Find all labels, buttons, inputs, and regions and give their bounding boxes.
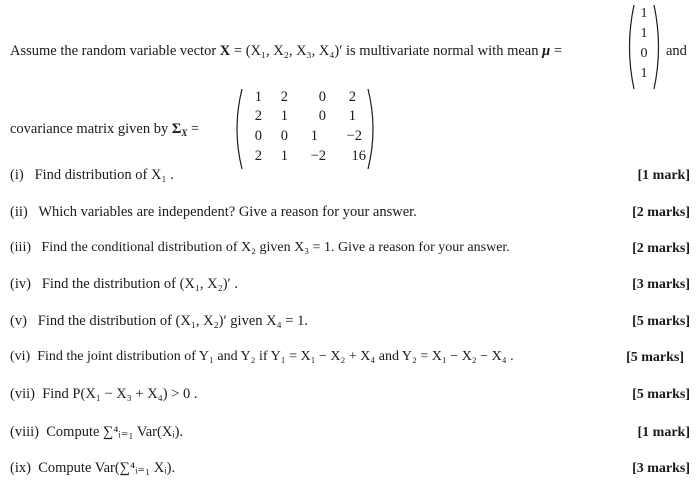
question-text: Find P(X₁ − X₃ + X₄) > 0 .: [42, 386, 198, 402]
mean-entry: 1: [640, 26, 648, 41]
question-item: [10, 424, 183, 441]
intro-line-2: [10, 121, 199, 138]
question-number: (iv): [10, 276, 31, 292]
matrix-cell: 1: [254, 89, 262, 105]
question-number: (viii): [10, 424, 39, 440]
question-number: (v): [10, 313, 27, 329]
matrix-cell: 1: [310, 128, 318, 144]
question-text: Compute ∑⁴ᵢ₌₁ Var(Xᵢ).: [46, 424, 184, 440]
mean-vector: [624, 3, 664, 91]
question-number: (vii): [10, 386, 35, 402]
question-number: (ii): [10, 204, 28, 220]
question-item: [10, 386, 198, 403]
question-marks: [5 marks]: [632, 387, 690, 402]
matrix-cell: 0: [318, 108, 326, 124]
vector-definition: = (X₁, X₂, X₃, X₄)′ is multivariate normal with mean: [233, 43, 539, 59]
question-marks: [2 marks]: [632, 241, 690, 256]
matrix-cell: 16: [351, 148, 366, 164]
question-number: (i): [10, 167, 24, 183]
intro-text-2: covariance matrix given by: [10, 121, 169, 137]
matrix-cell: 0: [318, 89, 326, 105]
mean-entry: 0: [640, 46, 648, 61]
question-text: Find the joint distribution of Y₁ and Y₂ if Y₁ = X₁ − X₂ + X₄ and Y₂ = X₁ − X₂ − X₄ .: [37, 349, 514, 364]
question-marks: [5 marks]: [626, 350, 684, 365]
sigma-symbol: Σ: [171, 121, 182, 137]
matrix-cell: 1: [348, 108, 356, 124]
matrix-cell: 2: [254, 148, 262, 164]
question-text: Find the conditional distribution of X₂ given X₃ = 1. Give a reason for your answer.: [41, 240, 510, 255]
question-text: Find distribution of X₁ .: [34, 167, 174, 183]
matrix-cell: 2: [348, 89, 356, 105]
matrix-cell: 1: [280, 148, 288, 164]
matrix-cell: −2: [310, 148, 326, 164]
vector-symbol: X: [219, 43, 231, 59]
question-marks: [5 marks]: [632, 314, 690, 329]
question-item: [10, 460, 175, 477]
question-text: Compute Var(∑⁴ᵢ₌₁ Xᵢ).: [38, 460, 176, 476]
matrix-cell: 2: [280, 89, 288, 105]
and-word: and: [666, 43, 687, 59]
mean-entry: 1: [640, 66, 648, 81]
question-marks: [2 marks]: [632, 205, 690, 220]
question-number: (vi): [10, 349, 31, 364]
question-item: [10, 276, 238, 293]
question-number: (iii): [10, 240, 31, 255]
sigma-subscript: X: [181, 128, 188, 138]
equals-sign-2: =: [190, 121, 200, 137]
question-text: Find the distribution of (X₁, X₂)′ .: [41, 276, 238, 292]
matrix-cell: 2: [254, 108, 262, 124]
question-item: [10, 313, 308, 330]
matrix-cell: 1: [280, 108, 288, 124]
matrix-cell: 0: [280, 128, 288, 144]
matrix-cell: −2: [346, 128, 362, 144]
question-marks: [1 mark]: [637, 168, 690, 183]
mean-entry: 1: [640, 6, 648, 21]
question-number: (ix): [10, 460, 31, 476]
question-item: [10, 349, 514, 365]
question-item: [10, 204, 417, 221]
intro-text: Assume the random variable vector: [10, 43, 217, 59]
question-item: [10, 240, 510, 256]
question-marks: [3 marks]: [632, 461, 690, 476]
question-item: [10, 167, 174, 184]
question-text: Find the distribution of (X₁, X₂)′ given X₄ = 1.: [37, 313, 308, 329]
mu-symbol: μ: [542, 43, 551, 59]
question-marks: [3 marks]: [632, 277, 690, 292]
question-marks: [1 mark]: [637, 425, 690, 440]
intro-line-1: [10, 43, 562, 60]
question-text: Which variables are independent? Give a reason for your answer.: [38, 204, 417, 220]
covariance-matrix: [232, 87, 380, 171]
equals-sign: =: [553, 43, 562, 59]
matrix-cell: 0: [254, 128, 262, 144]
